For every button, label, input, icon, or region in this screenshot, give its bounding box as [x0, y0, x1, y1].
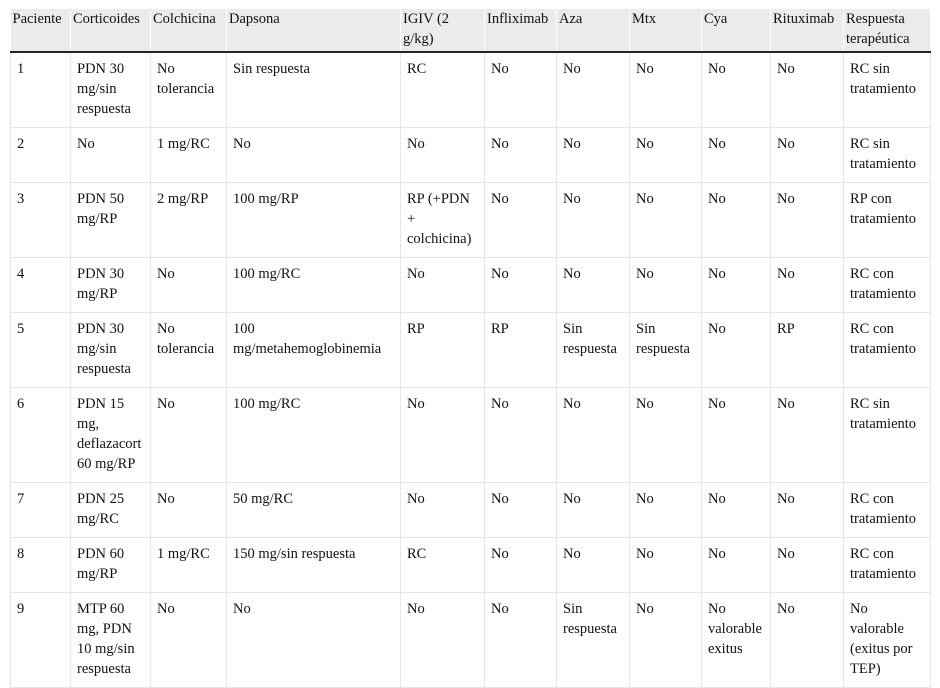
table-cell: No: [771, 52, 844, 128]
table-cell: 4: [11, 258, 71, 313]
table-cell: PDN 30 mg/sin respuesta: [71, 52, 151, 128]
table-cell: No: [401, 128, 485, 183]
table-cell: MTP 60 mg, PDN 10 mg/sin respuesta: [71, 593, 151, 688]
table-cell: No: [702, 538, 771, 593]
table-cell: RC con tratamiento: [844, 258, 931, 313]
table-cell: No: [485, 183, 557, 258]
header-cell: Corticoides: [71, 9, 151, 52]
table-cell: No: [702, 313, 771, 388]
table-cell: 1 mg/RC: [151, 538, 227, 593]
treatment-table: [10, 9, 931, 688]
table-cell: PDN 15 mg, deflazacort 60 mg/RP: [71, 388, 151, 483]
header-cell: IGIV (2 g/kg): [401, 9, 485, 52]
table-cell: No: [71, 128, 151, 183]
header-cell: Infliximab: [485, 9, 557, 52]
table-cell: Sin respuesta: [227, 52, 401, 128]
table-cell: No: [771, 593, 844, 688]
table-cell: No: [227, 593, 401, 688]
table-cell: 7: [11, 483, 71, 538]
table-cell: No: [485, 52, 557, 128]
table-cell: 2: [11, 128, 71, 183]
table-cell: No tolerancia: [151, 313, 227, 388]
table-cell: RP: [401, 313, 485, 388]
table-cell: No: [630, 538, 702, 593]
table-cell: 1: [11, 52, 71, 128]
table-cell: 5: [11, 313, 71, 388]
table-cell: No valorable exitus: [702, 593, 771, 688]
table-cell: No: [702, 388, 771, 483]
table-cell: No: [151, 388, 227, 483]
table-cell: Sin respuesta: [630, 313, 702, 388]
table-cell: RC: [401, 52, 485, 128]
header-cell: Respuesta terapéutica: [844, 9, 931, 52]
table-row: [11, 258, 931, 313]
table-cell: No: [557, 128, 630, 183]
table-cell: PDN 30 mg/sin respuesta: [71, 313, 151, 388]
table-cell: RC sin tratamiento: [844, 52, 931, 128]
table-cell: No: [151, 483, 227, 538]
table-row: [11, 593, 931, 688]
table-cell: No: [485, 128, 557, 183]
table-cell: No: [401, 388, 485, 483]
table-row: [11, 313, 931, 388]
table-cell: No: [485, 483, 557, 538]
table-row: [11, 538, 931, 593]
header-cell: Mtx: [630, 9, 702, 52]
table-cell: No: [485, 593, 557, 688]
table-row: [11, 52, 931, 128]
table-cell: No: [557, 52, 630, 128]
table-cell: No: [702, 258, 771, 313]
table-cell: No: [630, 483, 702, 538]
header-cell: Rituximab: [771, 9, 844, 52]
header-cell: Paciente: [11, 9, 71, 52]
table-cell: 3: [11, 183, 71, 258]
table-cell: RC: [401, 538, 485, 593]
table-cell: No valorable (exitus por TEP): [844, 593, 931, 688]
table-cell: 1 mg/RC: [151, 128, 227, 183]
table-body: [11, 52, 931, 688]
table-cell: RC sin tratamiento: [844, 128, 931, 183]
table-cell: 6: [11, 388, 71, 483]
header-cell: Aza: [557, 9, 630, 52]
table-cell: No: [771, 183, 844, 258]
table-cell: No: [702, 52, 771, 128]
table-cell: No: [771, 128, 844, 183]
table-cell: 50 mg/RC: [227, 483, 401, 538]
table-cell: PDN 25 mg/RC: [71, 483, 151, 538]
table-cell: 100 mg/RP: [227, 183, 401, 258]
table-cell: No: [151, 258, 227, 313]
table-cell: No: [702, 483, 771, 538]
table-cell: No: [630, 52, 702, 128]
header-cell: Cya: [702, 9, 771, 52]
table-cell: 100 mg/metahemoglobinemia: [227, 313, 401, 388]
table-cell: No: [630, 128, 702, 183]
table-cell: RC con tratamiento: [844, 538, 931, 593]
table-cell: RP con tratamiento: [844, 183, 931, 258]
table-cell: 150 mg/sin respuesta: [227, 538, 401, 593]
table-cell: No: [401, 483, 485, 538]
table-cell: No: [771, 538, 844, 593]
table-cell: No: [702, 183, 771, 258]
table-row: [11, 128, 931, 183]
table-row: [11, 183, 931, 258]
table-cell: 100 mg/RC: [227, 388, 401, 483]
table-cell: Sin respuesta: [557, 313, 630, 388]
table-cell: RP (+PDN + colchicina): [401, 183, 485, 258]
table-cell: No: [771, 388, 844, 483]
table-container: [10, 9, 930, 688]
table-cell: RC sin tratamiento: [844, 388, 931, 483]
table-cell: 2 mg/RP: [151, 183, 227, 258]
table-cell: No: [557, 183, 630, 258]
table-cell: No: [630, 183, 702, 258]
table-cell: Sin respuesta: [557, 593, 630, 688]
table-cell: No: [485, 258, 557, 313]
table-cell: No: [702, 128, 771, 183]
table-cell: 9: [11, 593, 71, 688]
table-row: [11, 388, 931, 483]
table-cell: PDN 30 mg/RP: [71, 258, 151, 313]
table-cell: PDN 60 mg/RP: [71, 538, 151, 593]
table-cell: No: [630, 258, 702, 313]
table-cell: No: [557, 258, 630, 313]
table-cell: RP: [771, 313, 844, 388]
table-cell: No: [630, 388, 702, 483]
header-row: [11, 9, 931, 52]
table-cell: No: [557, 388, 630, 483]
table-cell: No: [771, 258, 844, 313]
table-cell: No: [401, 593, 485, 688]
table-cell: No: [227, 128, 401, 183]
table-cell: No: [485, 538, 557, 593]
table-cell: PDN 50 mg/RP: [71, 183, 151, 258]
table-cell: RC con tratamiento: [844, 313, 931, 388]
table-row: [11, 483, 931, 538]
table-cell: No: [557, 538, 630, 593]
header-cell: Dapsona: [227, 9, 401, 52]
table-cell: No: [557, 483, 630, 538]
table-cell: 8: [11, 538, 71, 593]
header-cell: Colchicina: [151, 9, 227, 52]
table-cell: RP: [485, 313, 557, 388]
table-cell: No: [630, 593, 702, 688]
table-cell: RC con tratamiento: [844, 483, 931, 538]
table-cell: No: [771, 483, 844, 538]
table-cell: No: [151, 593, 227, 688]
table-cell: No: [401, 258, 485, 313]
table-cell: No: [485, 388, 557, 483]
table-cell: No tolerancia: [151, 52, 227, 128]
table-cell: 100 mg/RC: [227, 258, 401, 313]
